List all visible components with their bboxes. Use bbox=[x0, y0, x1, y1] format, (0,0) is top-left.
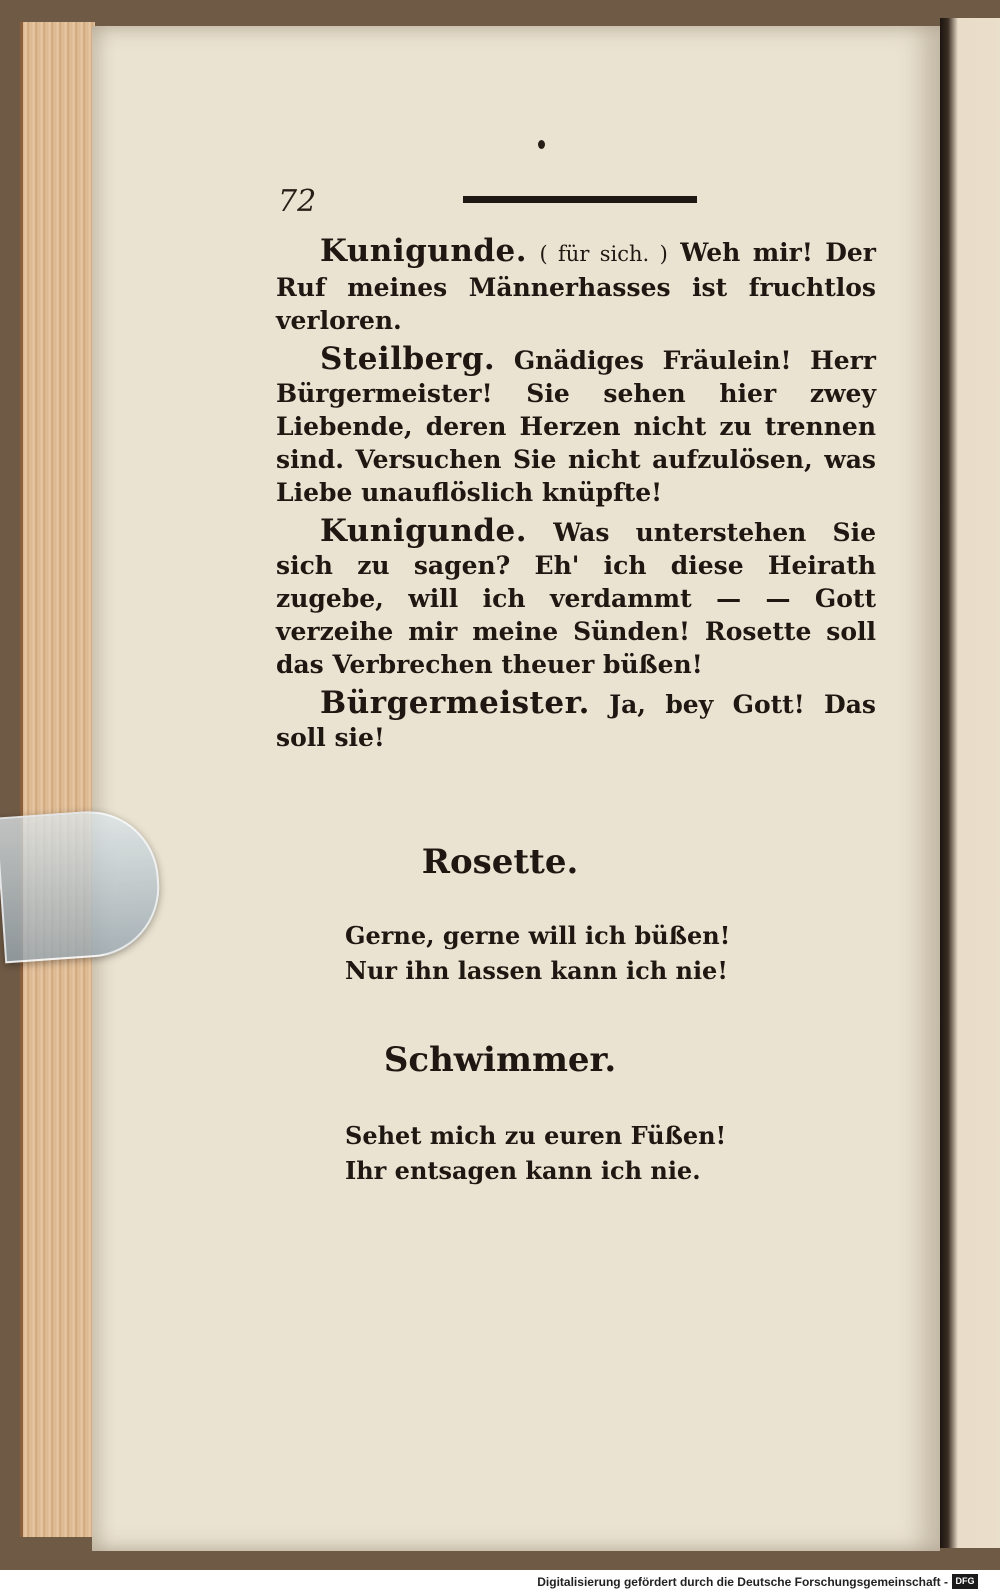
song-verse bbox=[345, 918, 730, 988]
speech-paragraph bbox=[276, 235, 876, 337]
facing-page-edge bbox=[940, 18, 1000, 1548]
speaker-name: Bürgermeister. bbox=[320, 685, 590, 721]
speech-text: Gnädiges Fräulein! Herr Bürgermeister! Sie sehen hier zwey Liebende, deren Herzen nicht zu trennen sind. Versuchen Sie nicht aufzulösen, was Liebe unauflöslich knüpfte! bbox=[276, 346, 876, 507]
verse-line: Sehet mich zu euren Füßen! bbox=[345, 1121, 727, 1150]
verse-line: Nur ihn lassen kann ich nie! bbox=[345, 956, 728, 985]
speech-text: Weh mir! Der Ruf meines Männerhasses ist fruchtlos verloren. bbox=[276, 238, 876, 335]
speech-text: Was unterstehen Sie sich zu sagen? Eh' ich diese Heirath zugebe, will ich verdammt — — Gott verzeihe mir meine Sünden! Rosette soll das Verbrechen theuer büßen! bbox=[276, 518, 876, 679]
ornament-dot bbox=[538, 140, 545, 149]
song-role-heading: Rosette. bbox=[421, 842, 579, 882]
song-role-heading: Schwimmer. bbox=[383, 1040, 617, 1080]
verse-line: Ihr entsagen kann ich nie. bbox=[345, 1156, 701, 1185]
speaker-name: Kunigunde. bbox=[320, 513, 528, 549]
footer-bar bbox=[0, 1570, 1000, 1595]
speech-paragraph bbox=[276, 687, 876, 754]
page-number: 72 bbox=[278, 184, 317, 219]
speech-paragraph bbox=[276, 515, 876, 681]
dialogue-block bbox=[276, 235, 876, 754]
speaker-name: Steilberg. bbox=[320, 341, 496, 377]
verse-line: Gerne, gerne will ich büßen! bbox=[345, 921, 731, 950]
speech-text: Ja, bey Gott! Das soll sie! bbox=[276, 690, 876, 752]
header-rule bbox=[463, 196, 697, 203]
speech-paragraph bbox=[276, 343, 876, 509]
song-verse bbox=[345, 1118, 726, 1188]
footer-credit: Digitalisierung gefördert durch die Deutsche Forschungsgemeinschaft - bbox=[537, 1575, 948, 1589]
dfg-logo-icon: DFG bbox=[952, 1574, 978, 1589]
stage-direction: ( für sich. ) bbox=[539, 242, 668, 266]
page-edges bbox=[20, 22, 95, 1537]
speaker-name: Kunigunde. bbox=[320, 233, 528, 269]
